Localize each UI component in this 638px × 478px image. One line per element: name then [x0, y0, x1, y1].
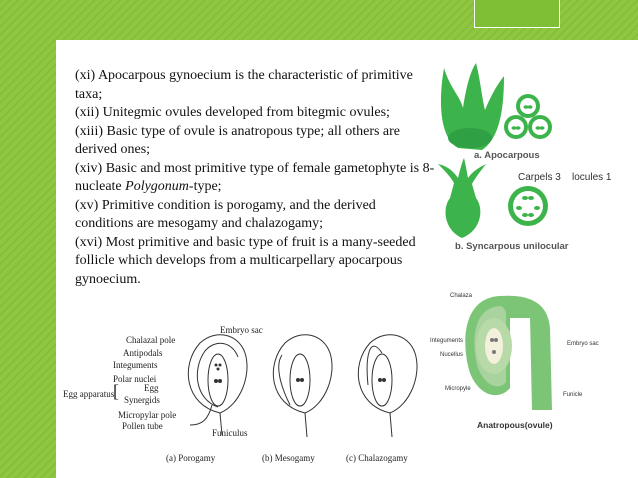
polygonum-term: Polygonum — [125, 179, 189, 194]
label-chalazal-pole: Chalazal pole — [126, 335, 176, 345]
label-micropylar-pole: Micropylar pole — [118, 410, 177, 420]
text-line-xvi: (xvi) Most primitive and basic type of fruit is a many-seeded follicle which develops from a multicarpellary apocarpous gynoecium. — [75, 234, 416, 287]
fertilization-figure — [160, 325, 420, 450]
decorative-corner-box — [474, 0, 560, 28]
syncarpous-carpel — [438, 158, 486, 238]
caption-syncarpous: b. Syncarpous unilocular — [455, 241, 569, 252]
body-text — [75, 67, 435, 289]
text-line-xi: (xi) Apocarpous gynoecium is the characteristic of primitive taxa; — [75, 68, 413, 102]
label-polar-nuclei: Polar nuclei — [113, 374, 157, 384]
text-line-xiv: (xiv) Basic and most primitive type of female gametophyte is 8-nucleate Polygonum-type; — [75, 160, 435, 194]
label-funicle: Funicle — [563, 392, 583, 398]
label-funiculus: Funiculus — [212, 428, 248, 438]
apocarpous-carpels — [441, 63, 504, 150]
text-line-xiii: (xiii) Basic type of ovule is anatropous type; all others are derived ones; — [75, 123, 401, 157]
caption-chalazogamy: (c) Chalazogamy — [346, 453, 408, 463]
label-antipodals: Antipodals — [123, 348, 163, 358]
text-line-xii: (xii) Unitegmic ovules developed from bitegmic ovules; — [75, 105, 390, 120]
mesogamy-ovule — [273, 335, 332, 413]
embryo-sac — [485, 328, 503, 364]
label-nucellus: Nucellus — [440, 352, 464, 358]
label-embryo-sac: Embryo sac — [220, 325, 263, 335]
label-synergids: Synergids — [124, 395, 160, 405]
label-integuments: Integuments — [113, 360, 158, 370]
label-pollen-tube: Pollen tube — [122, 421, 163, 431]
label-chalaza: Chalaza — [450, 293, 473, 299]
label-egg: Egg — [144, 383, 159, 393]
syncarpous-cross-section — [508, 186, 548, 226]
caption-porogamy: (a) Porogamy — [166, 453, 216, 463]
label-egg-apparatus: Egg apparatus — [63, 389, 115, 399]
label-carpels: Carpels 3 — [518, 172, 561, 183]
caption-anatropous: Anatropous(ovule) — [477, 420, 553, 430]
label-ovule-embryo-sac: Embryo sac — [567, 341, 599, 347]
label-locules: locules 1 — [572, 172, 612, 183]
caption-mesogamy: (b) Mesogamy — [262, 453, 315, 463]
egg-apparatus-bracket: [ — [113, 381, 119, 401]
caption-apocarpous: a. Apocarpous — [474, 150, 540, 161]
label-micropyle: Micropyle — [445, 386, 471, 392]
text-line-xv: (xv) Primitive condition is porogamy, and the derived conditions are mesogamy and chalazogamy; — [75, 197, 376, 231]
label-ovule-integuments: Integuments — [430, 338, 464, 344]
apocarpous-cross-section — [504, 94, 552, 139]
